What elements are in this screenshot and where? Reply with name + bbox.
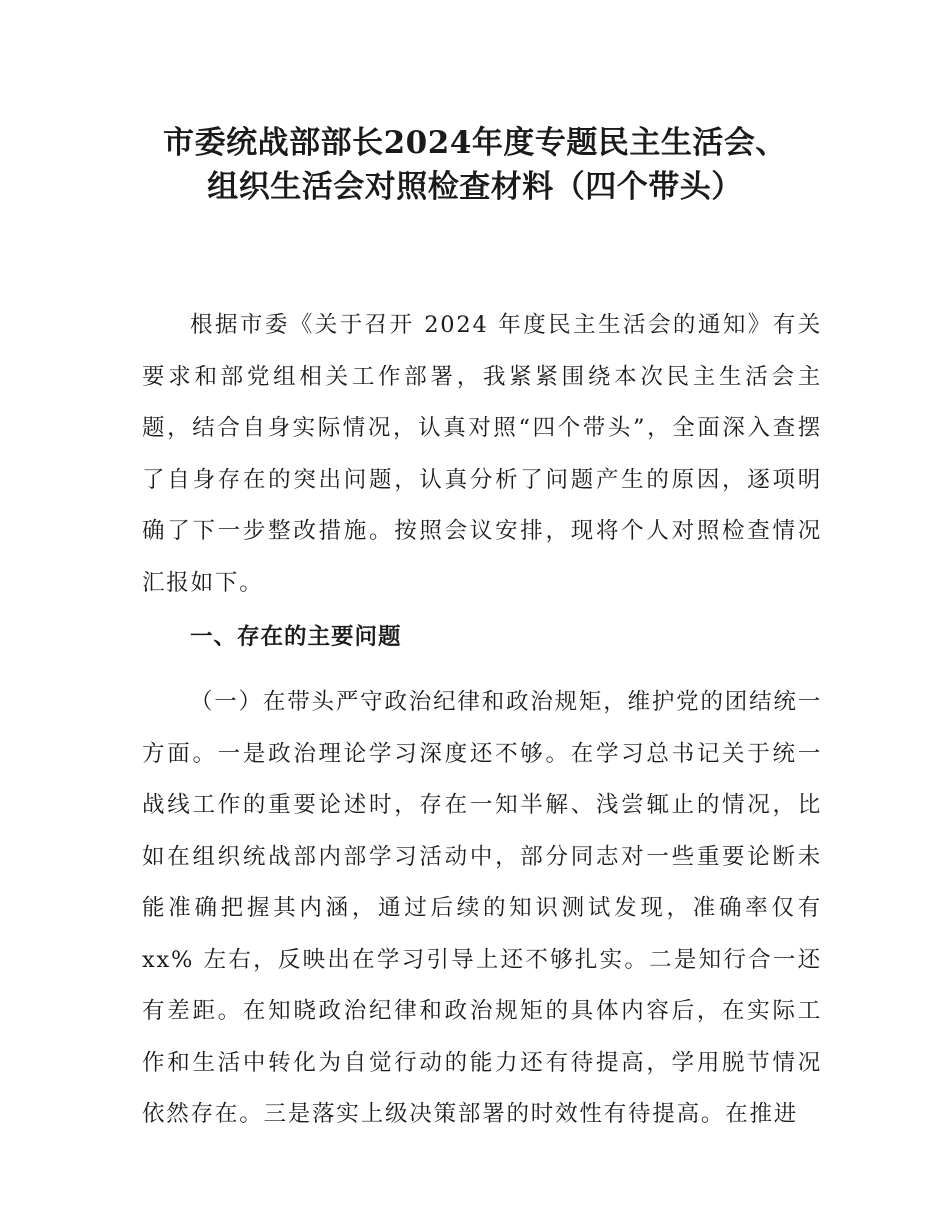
intro-paragraph: 根据市委《关于召开 2024 年度民主生活会的通知》有关要求和部党组相关工作部署，我紧紧围绕本次民主生活会主题，结合自身实际情况，认真对照“四个带头”，全面深入查摆了自身存在的突出问题，认真分析了问题产生的原因，逐项明确了下一步整改措施。按照会议安排，现将个人对照检查情况汇报如下。 xyxy=(142,312,822,596)
section-paragraph: （一）在带头严守政治纪律和政治规矩，维护党的团结统一方面。一是政治理论学习深度还不够。在学习总书记关于统一战线工作的重要论述时，存在一知半解、浅尝辄止的情况，比如在组织统战部内部学习活动中，部分同志对一些重要论断未能准确把握其内涵，通过后续的知识测试发现，准确率仅有 xx% 左右，反映出在学习引导上还不够扎实。二是知行合一还有差距。在知晓政治纪律和政治规矩的具体内容后，在实际工作和生活中转化为自觉行动的能力还有待提高，学用脱节情况依然存在。三是落实上级决策部署的时效性有待提高。在推进 xyxy=(142,689,822,1127)
section-heading: 一、存在的主要问题 xyxy=(190,624,402,650)
document-title-line-1: 市委统战部部长2024年度专题民主生活会、 xyxy=(163,125,787,161)
document-title-line-2: 组织生活会对照检查材料（四个带头） xyxy=(207,169,743,205)
